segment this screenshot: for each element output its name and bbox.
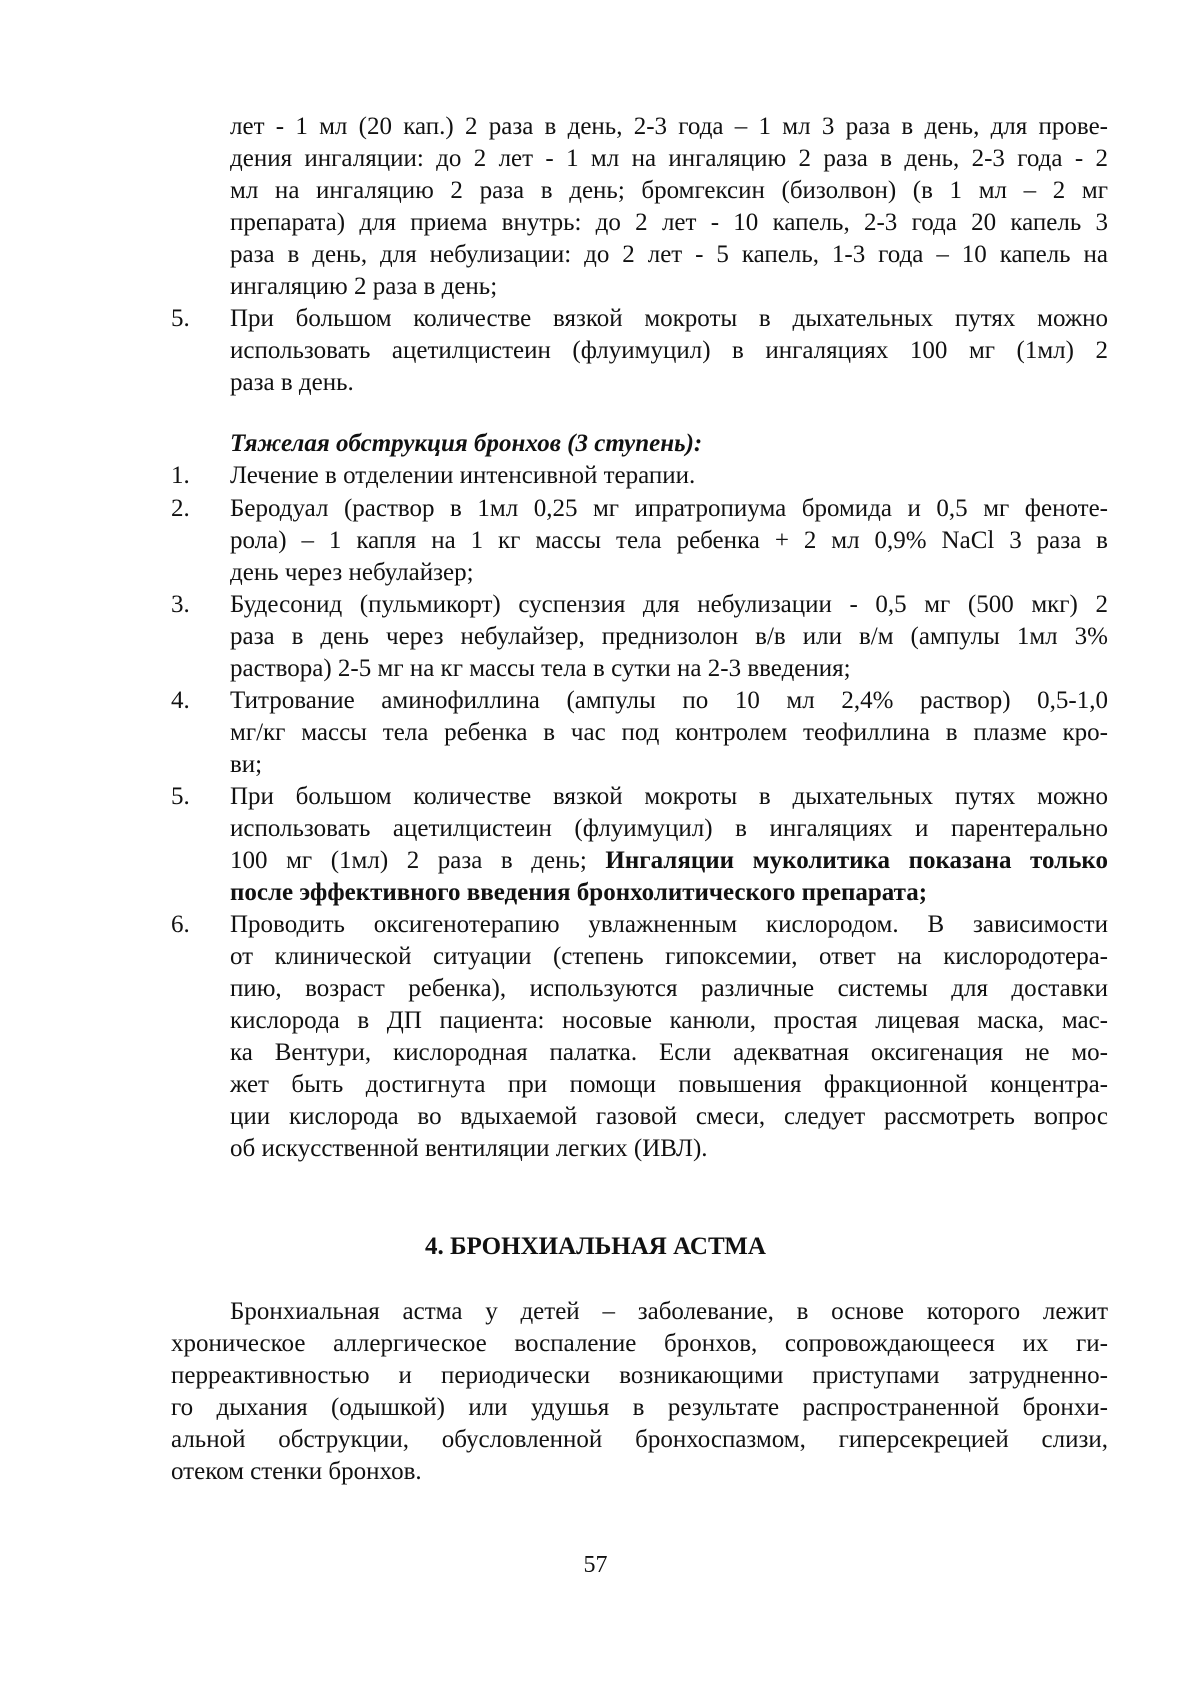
list-item-line: от клинической ситуации (степень гипоксемии, ответ на кислородотера-: [230, 943, 1108, 970]
paragraph-line: перреактивностью и периодически возникающими приступами затрудненно-: [171, 1362, 1108, 1389]
list-item-line: При большом количестве вязкой мокроты в дыхательных путях можно: [230, 305, 1108, 332]
body-text-line: препарата) для приема внутрь: до 2 лет - 10 капель, 2-3 года 20 капель 3: [230, 209, 1108, 236]
list-item-line: использовать ацетилцистеин (флуимуцил) в ингаляциях 100 мг (1мл) 2: [230, 337, 1108, 364]
list-item-line: Титрование аминофиллина (ампулы по 10 мл 2,4% раствор) 0,5-1,0: [230, 687, 1108, 714]
paragraph-line: отеком стенки бронхов.: [171, 1458, 422, 1485]
list-item-line: рола) – 1 капля на 1 кг массы тела ребенка + 2 мл 0,9% NaCl 3 раза в: [230, 527, 1108, 554]
list-number: 2.: [171, 495, 190, 522]
list-item-line: ции кислорода во вдыхаемой газовой смеси, следует рассмотреть вопрос: [230, 1103, 1108, 1130]
list-number: 3.: [171, 591, 190, 618]
page-number: 57: [583, 1552, 608, 1578]
paragraph-line: Бронхиальная астма у детей – заболевание, в основе которого лежит: [230, 1298, 1108, 1325]
body-text-line: ингаляцию 2 раза в день;: [230, 273, 498, 300]
list-number: 1.: [171, 462, 190, 489]
body-text-line: дения ингаляции: до 2 лет - 1 мл на ингаляцию 2 раза в день, 2-3 года - 2: [230, 145, 1108, 172]
list-item-line: раствора) 2-5 мг на кг массы тела в сутки на 2-3 введения;: [230, 655, 851, 682]
emphasis-text: после эффективного введения бронхолитического препарата;: [230, 879, 928, 906]
list-item-line: ви;: [230, 751, 263, 778]
list-item-line: кислорода в ДП пациента: носовые канюли, простая лицевая маска, мас-: [230, 1007, 1108, 1034]
subsection-heading: Тяжелая обструкция бронхов (3 ступень):: [230, 430, 703, 457]
body-text-line: раза в день, для небулизации: до 2 лет - 5 капель, 1-3 года – 10 капель на: [230, 241, 1108, 268]
paragraph-line: хроническое аллергическое воспаление бронхов, сопровождающееся их ги-: [171, 1330, 1108, 1357]
list-item-text: 100 мг (1мл) 2 раза в день;: [230, 847, 587, 874]
list-number: 5.: [171, 783, 190, 810]
list-item-line: раза в день через небулайзер, преднизолон в/в или в/м (ампулы 1мл 3%: [230, 623, 1108, 650]
list-item-line: Беродуал (раствор в 1мл 0,25 мг ипратропиума бромида и 0,5 мг феноте-: [230, 495, 1108, 522]
emphasis-text: Ингаляции муколитика показана только: [605, 847, 1108, 874]
paragraph-line: го дыхания (одышкой) или удушья в результате распространенной бронхи-: [171, 1394, 1108, 1421]
paragraph-line: альной обструкции, обусловленной бронхоспазмом, гиперсекрецией слизи,: [171, 1426, 1108, 1453]
body-text-line: мл на ингаляцию 2 раза в день; бромгексин (бизолвон) (в 1 мл – 2 мг: [230, 177, 1108, 204]
list-item-line: Лечение в отделении интенсивной терапии.: [230, 462, 696, 489]
list-item-line: об искусственной вентиляции легких (ИВЛ).: [230, 1135, 708, 1162]
list-item-line: пию, возраст ребенка), используются различные системы для доставки: [230, 975, 1108, 1002]
list-number: 6.: [171, 911, 190, 938]
list-number: 4.: [171, 687, 190, 714]
list-item-line: [230, 845, 1108, 877]
list-item-line: день через небулайзер;: [230, 559, 474, 586]
list-item-line: мг/кг массы тела ребенка в час под контролем теофиллина в плазме кро-: [230, 719, 1108, 746]
list-item-line: ка Вентури, кислородная палатка. Если адекватная оксигенация не мо-: [230, 1039, 1108, 1066]
section-title: 4. БРОНХИАЛЬНАЯ АСТМА: [425, 1233, 766, 1260]
list-item-line: использовать ацетилцистеин (флуимуцил) в ингаляциях и парентерально: [230, 815, 1108, 842]
body-text-line: лет - 1 мл (20 кап.) 2 раза в день, 2-3 года – 1 мл 3 раза в день, для прове-: [230, 113, 1108, 140]
list-number: 5.: [171, 305, 190, 332]
list-item-line: Будесонид (пульмикорт) суспензия для небулизации - 0,5 мг (500 мкг) 2: [230, 591, 1108, 618]
list-item-line: При большом количестве вязкой мокроты в дыхательных путях можно: [230, 783, 1108, 810]
list-item-line: жет быть достигнута при помощи повышения фракционной концентра-: [230, 1071, 1108, 1098]
list-item-line: раза в день.: [230, 369, 354, 396]
list-item-line: Проводить оксигенотерапию увлажненным кислородом. В зависимости: [230, 911, 1108, 938]
